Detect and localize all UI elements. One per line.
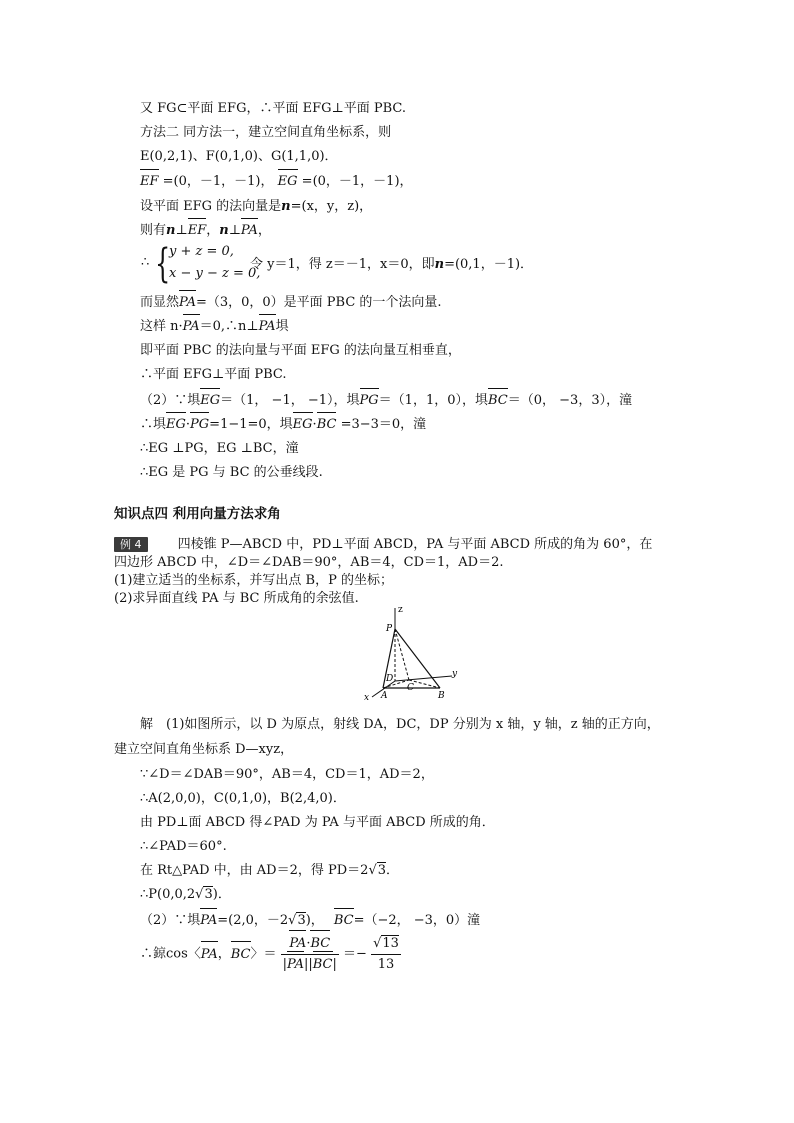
solution-line: 由 PD⊥面 ABCD 得∠PAD 为 PA 与平面 ABCD 所成的角． bbox=[140, 815, 495, 830]
text: ＝− bbox=[343, 946, 367, 962]
vector-pa: PA bbox=[289, 934, 306, 954]
vector-pg: PG bbox=[359, 393, 379, 408]
text: 在 Rt△PAD 中，由 AD＝2，得 PD＝2 bbox=[140, 863, 369, 878]
example-line bbox=[114, 536, 652, 554]
fraction-main bbox=[281, 934, 339, 975]
edge-pc bbox=[395, 629, 409, 680]
vector-n: n bbox=[281, 199, 291, 214]
vector-bc: BC bbox=[313, 955, 333, 975]
text-line: 又 FG⊂平面 EFG，∴平面 EFG⊥平面 PBC. bbox=[140, 101, 406, 116]
text: ⊥ bbox=[228, 223, 241, 238]
vector-eg: EG bbox=[166, 417, 186, 432]
equation-2: x − y − z = 0, bbox=[169, 266, 261, 281]
text: 〉＝ bbox=[250, 946, 277, 962]
vector-ef: EF bbox=[187, 223, 207, 238]
section-heading: 知识点四 利用向量方法求角 bbox=[114, 506, 281, 522]
example-line: (1)建立适当的坐标系，并写出点 B，P 的坐标； bbox=[114, 573, 393, 588]
text: ， bbox=[217, 946, 231, 962]
y-axis bbox=[395, 676, 452, 681]
text: 设平面 EFG 的法向量是 bbox=[140, 199, 282, 214]
text: )． bbox=[212, 887, 231, 902]
text-line: E(0,2,1)、F(0,1,0)、G(1,1,0)． bbox=[140, 149, 338, 164]
text-line bbox=[140, 222, 271, 240]
text-line bbox=[250, 256, 533, 274]
therefore-symbol: ∴ bbox=[141, 255, 150, 270]
text-line: ∴EG ⊥PG，EG ⊥BC，潼 bbox=[140, 441, 299, 456]
solution-line bbox=[140, 862, 399, 880]
vector-n: n bbox=[166, 223, 176, 238]
text: =3−3＝0，潼 bbox=[336, 417, 427, 432]
text: 则有 bbox=[140, 223, 167, 238]
text-line bbox=[140, 198, 372, 216]
text-line bbox=[140, 173, 413, 191]
vector-eg: EG bbox=[200, 393, 221, 408]
vector-eg: EG bbox=[292, 417, 313, 432]
label-y: y bbox=[452, 669, 458, 679]
text-line bbox=[140, 392, 632, 410]
pyramid-figure bbox=[360, 604, 470, 704]
text-line: 方法二 同方法一，建立空间直角坐标系，则 bbox=[140, 125, 392, 140]
fraction-denominator: |PA||BC| bbox=[281, 955, 339, 975]
text: （2）∵埧 bbox=[140, 393, 201, 408]
text: =(0，－1，－1)， bbox=[301, 174, 413, 189]
vector-pa: PA bbox=[287, 955, 304, 975]
text-line: ∴平面 EFG⊥平面 PBC. bbox=[140, 367, 287, 382]
solution-line: ∵∠D＝∠DAB＝90°，AB＝4，CD＝1，AD＝2， bbox=[140, 767, 434, 782]
vector-bc: BC bbox=[316, 417, 337, 432]
text: ＝（1， −1， −1），埧 bbox=[220, 393, 360, 408]
sqrt-sign: √ bbox=[195, 887, 204, 902]
text: =(0，－1，－1)， bbox=[162, 174, 274, 189]
text-line bbox=[140, 416, 426, 434]
solution-line: 解 (1)如图所示，以 D 为原点，射线 DA，DC，DP 分别为 x 轴，y 轴，z 轴的正方向， bbox=[140, 717, 660, 732]
text: =（−2， −3，0）潼 bbox=[353, 913, 481, 928]
text: 四棱锥 P—ABCD 中，PD⊥平面 ABCD，PA 与平面 ABCD 所成的角为 60°，在 bbox=[177, 537, 653, 552]
fraction-result bbox=[371, 934, 401, 975]
vector-bc: BC bbox=[231, 945, 251, 965]
example-line: (2)求异面直线 PA 与 BC 所成角的余弦值. bbox=[114, 591, 359, 606]
text: ＝（0， −3，3），潼 bbox=[507, 393, 633, 408]
example-line: 四边形 ABCD 中，∠D＝∠DAB＝90°，AB＝4，CD＝1，AD＝2. bbox=[114, 555, 504, 570]
label-d: D bbox=[386, 674, 394, 684]
sqrt-value: 13 bbox=[382, 936, 399, 951]
equation-1: y + z = 0, bbox=[169, 244, 234, 259]
label-z: z bbox=[398, 605, 403, 615]
brace-symbol: { bbox=[155, 241, 171, 287]
label-x: x bbox=[364, 693, 370, 703]
text: · bbox=[312, 417, 317, 432]
vector-eg: EG bbox=[277, 174, 298, 189]
text: )， bbox=[305, 913, 324, 928]
solution-line: 建立空间直角坐标系 D—xyz， bbox=[114, 742, 294, 757]
text: ⊥ bbox=[175, 223, 188, 238]
text-line: ∴EG 是 PG 与 BC 的公垂线段. bbox=[140, 465, 323, 480]
dot: · bbox=[306, 936, 311, 951]
vector-pa: PA bbox=[182, 319, 200, 334]
vector-pg: PG bbox=[190, 417, 210, 432]
text-line bbox=[140, 318, 289, 336]
text: ＝（1，1，0），埧 bbox=[378, 393, 488, 408]
text: （2）∵埧 bbox=[140, 913, 201, 928]
vector-bc: BC bbox=[310, 934, 330, 954]
label-p: P bbox=[386, 624, 393, 634]
text: 这样 n· bbox=[140, 319, 183, 334]
fraction-numerator: √13 bbox=[371, 934, 401, 955]
example-badge: 例 4 bbox=[114, 537, 148, 552]
text: ∴鍄cos〈 bbox=[140, 946, 201, 962]
text: 埧 bbox=[275, 319, 289, 334]
text: =(0,1，－1)． bbox=[444, 257, 534, 272]
text: ＝0,∴n⊥ bbox=[199, 319, 259, 334]
text-line bbox=[140, 294, 442, 312]
label-b: B bbox=[438, 691, 445, 701]
vector-n: n bbox=[434, 257, 445, 272]
text: · bbox=[185, 417, 191, 432]
sqrt-value: 3 bbox=[204, 887, 213, 902]
text: ． bbox=[386, 863, 400, 878]
text: =(x，y，z)， bbox=[290, 199, 373, 214]
text: ∴埧 bbox=[140, 417, 167, 432]
label-a: A bbox=[381, 691, 388, 701]
vector-n: n bbox=[219, 223, 229, 238]
fraction-denominator: 13 bbox=[377, 957, 395, 972]
text: 令 y＝1，得 z＝－1，x＝0，即 bbox=[250, 257, 435, 272]
vector-pa: PA bbox=[200, 913, 218, 928]
vector-pa: PA bbox=[179, 295, 196, 310]
sqrt-sign: √ bbox=[288, 913, 297, 928]
vector-bc: BC bbox=[333, 913, 354, 928]
text: =(2,0，－2 bbox=[217, 913, 289, 928]
vector-pa: PA bbox=[201, 945, 218, 965]
solution-line: ∴∠PAD＝60°. bbox=[140, 839, 227, 854]
text: =1−1=0，埧 bbox=[209, 417, 293, 432]
text: ∴P(0,0,2 bbox=[140, 887, 196, 902]
sqrt-sign: √ bbox=[368, 863, 377, 878]
label-c: C bbox=[407, 683, 414, 693]
text: 而显然 bbox=[140, 295, 180, 310]
solution-line bbox=[140, 912, 480, 930]
vector-pa: PA bbox=[258, 319, 276, 334]
vector-pa: PA bbox=[240, 223, 258, 238]
solution-line bbox=[140, 886, 231, 904]
vector-bc: BC bbox=[488, 393, 508, 408]
text: =（3，0，0）是平面 PBC 的一个法向量. bbox=[195, 295, 442, 310]
text: ， bbox=[257, 223, 271, 238]
solution-line: ∴A(2,0,0)，C(0,1,0)，B(2,4,0)． bbox=[140, 791, 346, 806]
vector-ef: EF bbox=[140, 174, 159, 189]
text: ， bbox=[206, 223, 220, 238]
sqrt-value: 3 bbox=[297, 913, 306, 928]
sqrt-value: 3 bbox=[377, 863, 387, 878]
text-line: 即平面 PBC 的法向量与平面 EFG 的法向量互相垂直， bbox=[140, 343, 461, 358]
cos-formula bbox=[140, 934, 401, 975]
